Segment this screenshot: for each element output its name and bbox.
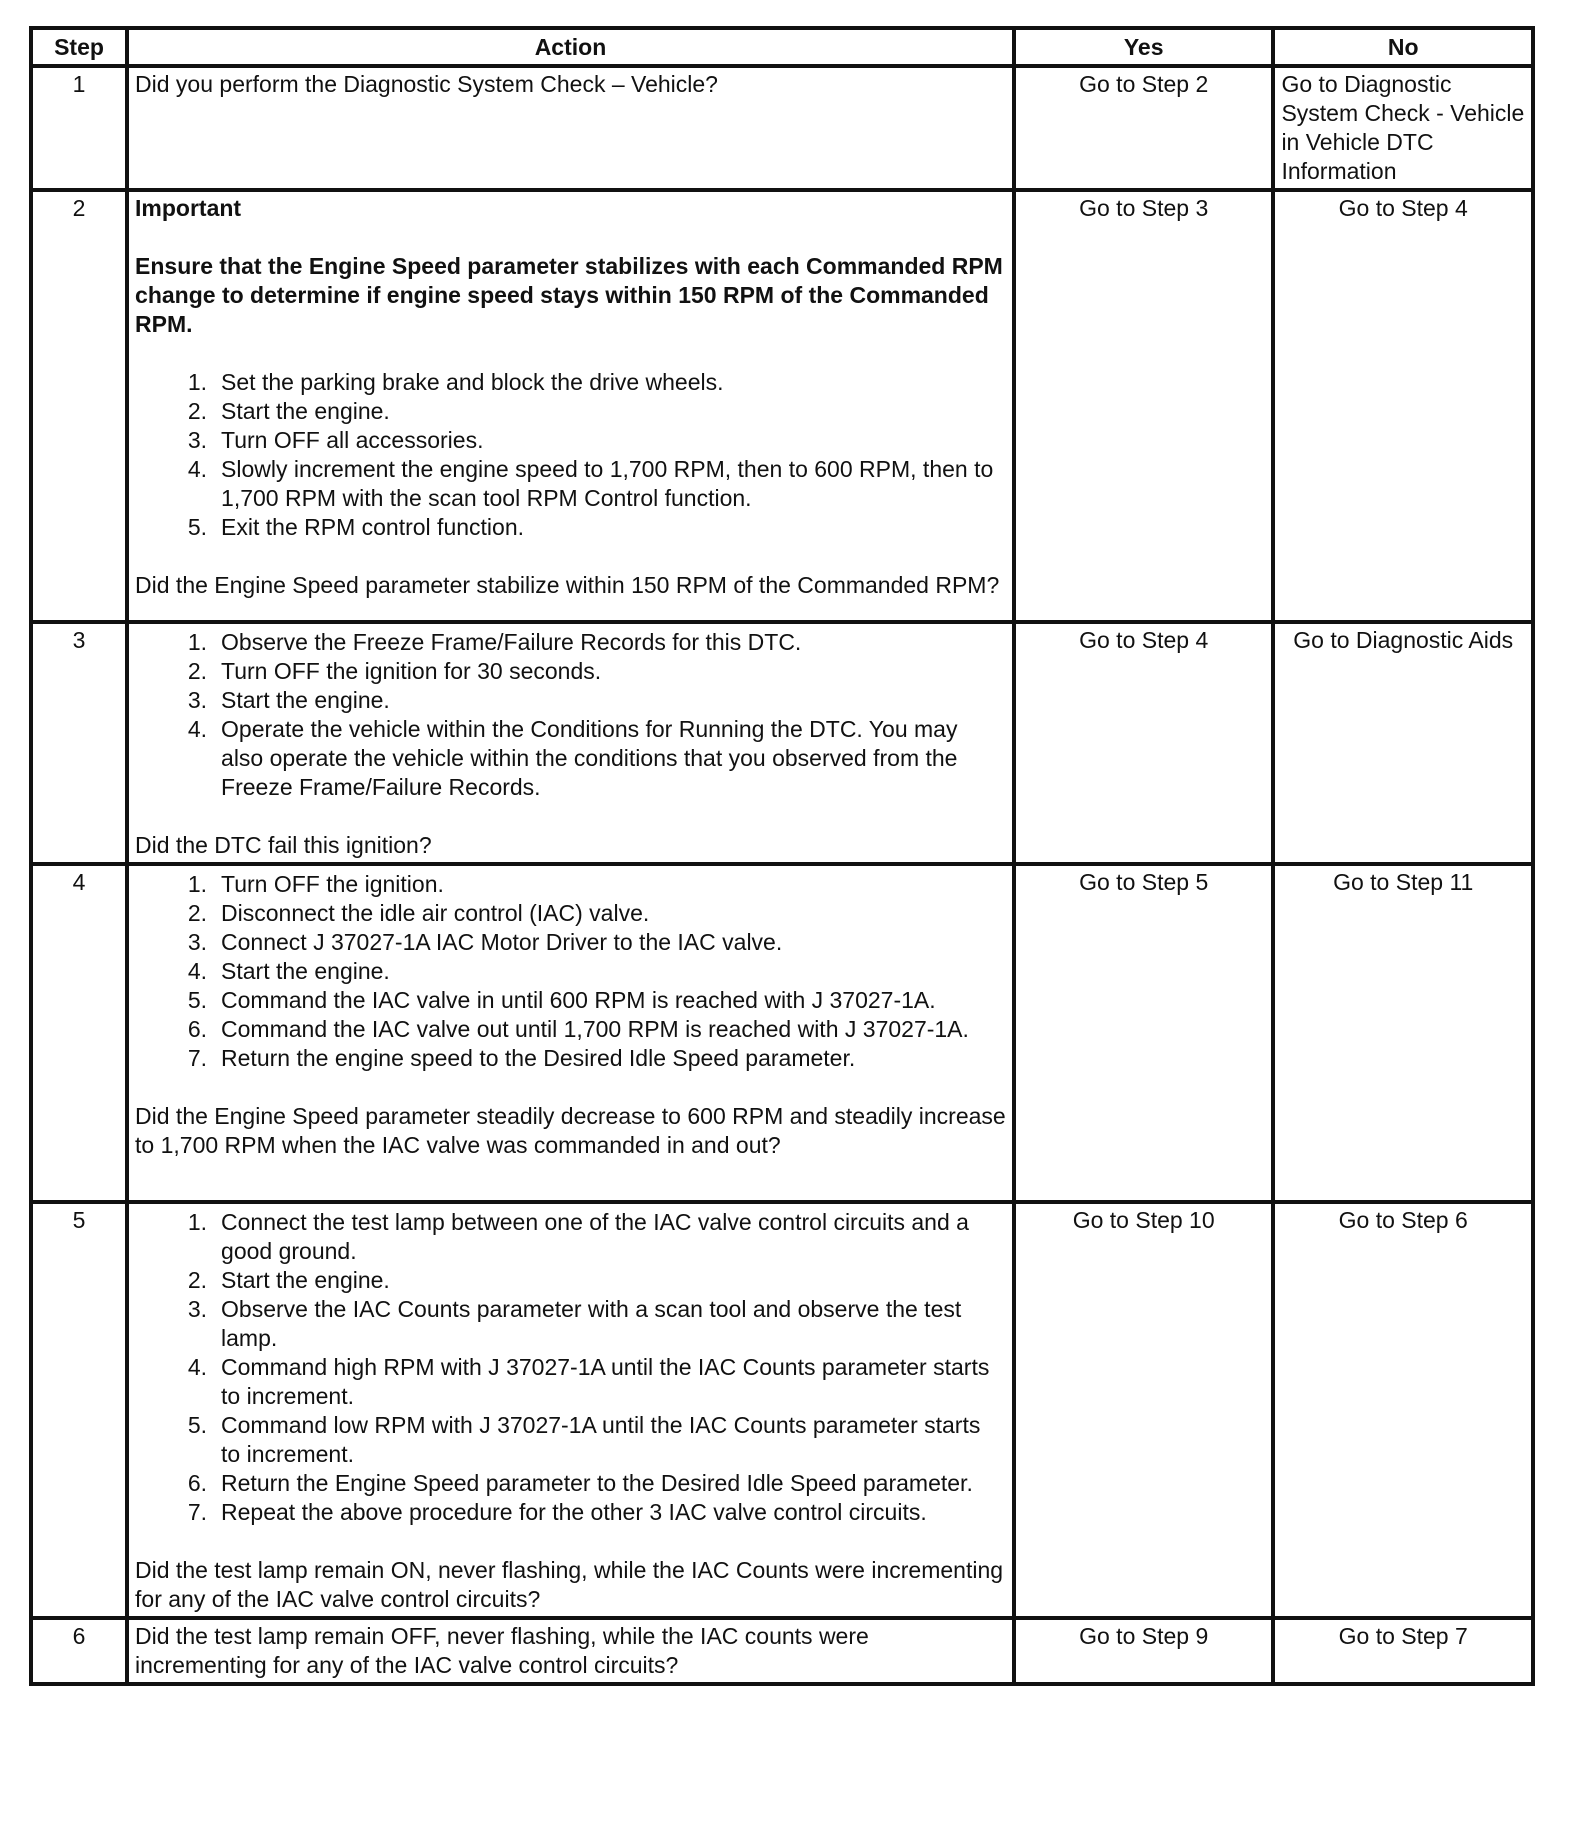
list-item: 3. Connect J 37027-1A IAC Motor Driver to the IAC valve. [187,929,783,955]
diagnostic-table [29,26,1535,1686]
header-row [31,28,1533,66]
step-number: 5 [31,1202,127,1618]
list-item: 4. Command high RPM with J 37027-1A until the IAC Counts parameter starts to increment. [187,1354,990,1409]
step-number: 6 [31,1618,127,1684]
list-item: 7. Return the engine speed to the Desired Idle Speed parameter. [187,1045,856,1071]
list-item: 1. Connect the test lamp between one of the IAC valve control circuits and a good ground. [187,1209,969,1264]
list-item: 6. Command the IAC valve out until 1,700 RPM is reached with J 37027-1A. [187,1016,969,1042]
question-text: Did the DTC fail this ignition? [135,832,432,858]
no-cell: Go to Step 6 [1273,1202,1533,1618]
step-list [135,1208,1006,1527]
step-number: 3 [31,622,127,864]
table-row [31,66,1533,190]
step-number: 4 [31,864,127,1202]
list-item: 1. Set the parking brake and block the drive wheels. [187,369,724,395]
list-item: 2. Start the engine. [187,1267,390,1293]
list-item: 5. Command the IAC valve in until 600 RPM is reached with J 37027-1A. [187,987,936,1013]
yes-cell: Go to Step 10 [1014,1202,1274,1618]
action-cell [127,66,1014,190]
step-list [135,870,1006,1073]
yes-cell: Go to Step 4 [1014,622,1274,864]
action-cell [127,190,1014,622]
yes-cell: Go to Step 2 [1014,66,1274,190]
question-text: Did the test lamp remain OFF, never flashing, while the IAC counts were incrementing for any of the IAC valve control circuits? [135,1623,869,1678]
list-item: 6. Return the Engine Speed parameter to the Desired Idle Speed parameter. [187,1470,973,1496]
step-list [135,628,1006,802]
important-title: Important [135,195,242,221]
no-cell: Go to Diagnostic System Check - Vehicle in Vehicle DTC Information [1273,66,1533,190]
list-item: 1. Turn OFF the ignition. [187,871,444,897]
table-row [31,190,1533,622]
header-step: Step [31,28,127,66]
table-row [31,1618,1533,1684]
list-item: 2. Turn OFF the ignition for 30 seconds. [187,658,602,684]
important-text: Ensure that the Engine Speed parameter stabilizes with each Commanded RPM change to determine if engine speed stays within 150 RPM of the Commanded RPM. [135,253,1003,337]
question-text: Did the Engine Speed parameter steadily decrease to 600 RPM and steadily increase to 1,700 RPM when the IAC valve was commanded in and out? [135,1103,1006,1158]
yes-cell: Go to Step 3 [1014,190,1274,622]
table-row [31,622,1533,864]
no-cell: Go to Step 7 [1273,1618,1533,1684]
list-item: 2. Disconnect the idle air control (IAC) valve. [187,900,650,926]
question-text: Did the test lamp remain ON, never flashing, while the IAC Counts were incrementing for any of the IAC valve control circuits? [135,1557,1004,1612]
list-item: 4. Slowly increment the engine speed to 1,700 RPM, then to 600 RPM, then to 1,700 RPM with the scan tool RPM Control function. [187,456,994,511]
list-item: 5. Exit the RPM control function. [187,514,524,540]
table-row [31,864,1533,1202]
step-number: 2 [31,190,127,622]
step-list [135,368,1006,542]
header-no: No [1273,28,1533,66]
list-item: 2. Start the engine. [187,398,390,424]
header-action: Action [127,28,1014,66]
list-item: 3. Start the engine. [187,687,390,713]
question-text: Did the Engine Speed parameter stabilize within 150 RPM of the Commanded RPM? [135,572,1000,598]
list-item: 4. Operate the vehicle within the Conditions for Running the DTC. You may also operate the vehicle within the conditions that you observed from the Freeze Frame/Failure Records. [187,716,958,800]
list-item: 5. Command low RPM with J 37027-1A until the IAC Counts parameter starts to increment. [187,1412,981,1467]
list-item: 4. Start the engine. [187,958,390,984]
step-number: 1 [31,66,127,190]
action-cell [127,622,1014,864]
table-row [31,1202,1533,1618]
no-cell: Go to Step 11 [1273,864,1533,1202]
question-text: Did you perform the Diagnostic System Check – Vehicle? [135,71,718,97]
yes-cell: Go to Step 5 [1014,864,1274,1202]
list-item: 1. Observe the Freeze Frame/Failure Records for this DTC. [187,629,802,655]
list-item: 3. Turn OFF all accessories. [187,427,484,453]
action-cell [127,1202,1014,1618]
list-item: 7. Repeat the above procedure for the other 3 IAC valve control circuits. [187,1499,927,1525]
action-cell [127,864,1014,1202]
header-yes: Yes [1014,28,1274,66]
no-cell: Go to Step 4 [1273,190,1533,622]
no-cell: Go to Diagnostic Aids [1273,622,1533,864]
action-cell [127,1618,1014,1684]
list-item: 3. Observe the IAC Counts parameter with a scan tool and observe the test lamp. [187,1296,962,1351]
yes-cell: Go to Step 9 [1014,1618,1274,1684]
